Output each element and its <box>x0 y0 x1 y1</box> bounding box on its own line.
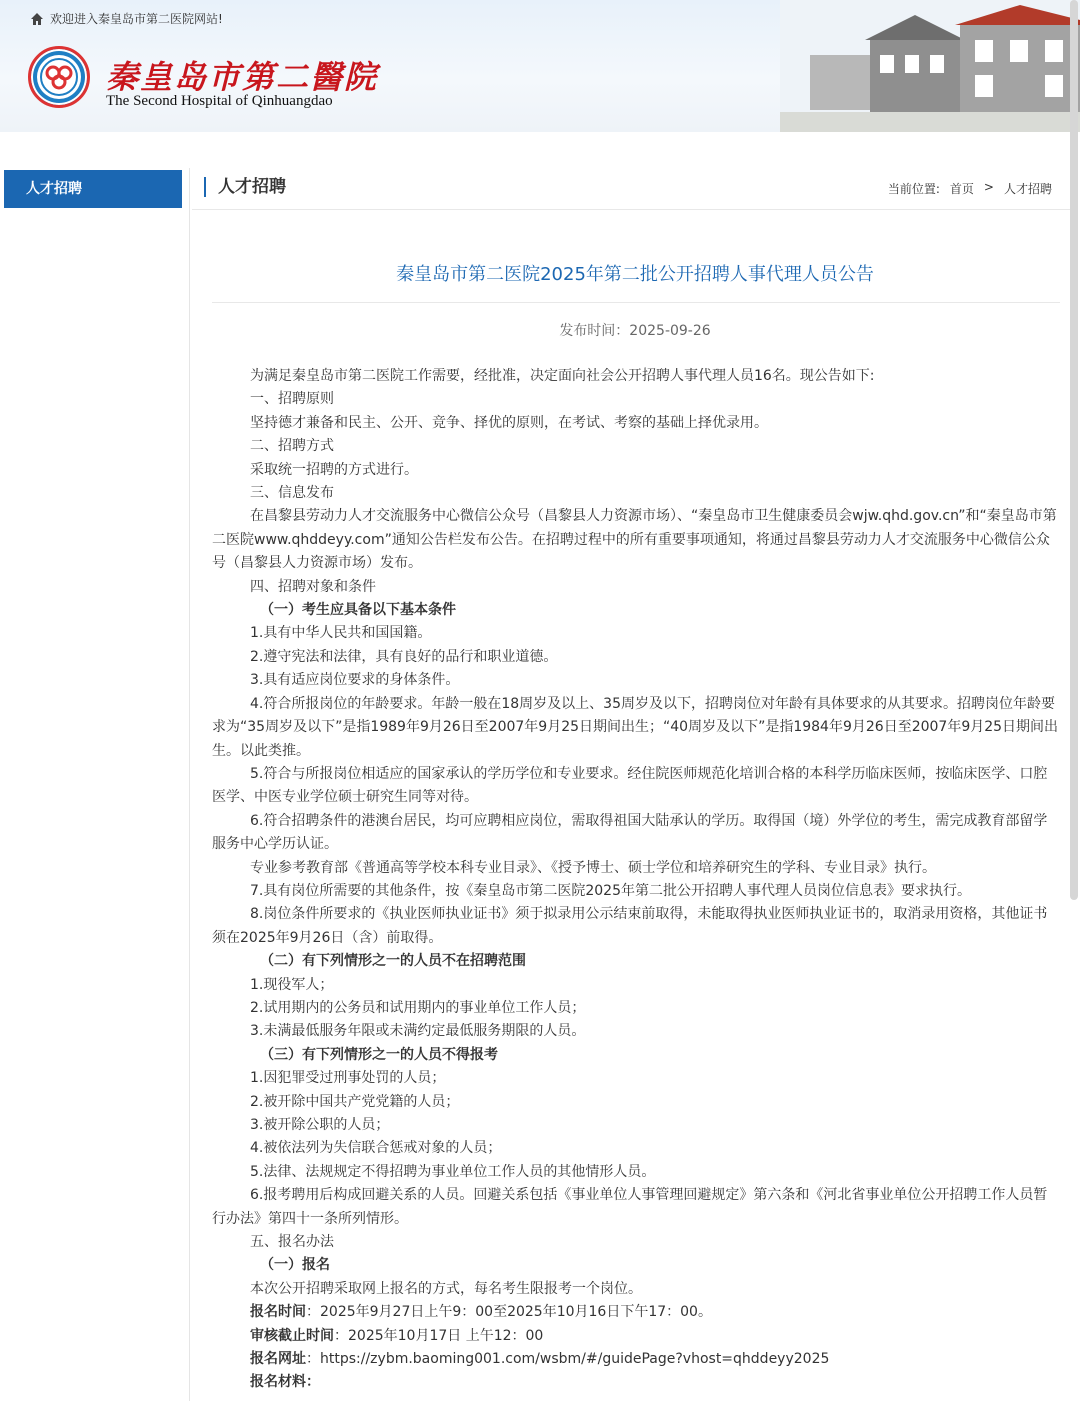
paragraph: 3.被开除公职的人员； <box>250 1117 390 1133</box>
paragraph: 6.符合招聘条件的港澳台居民，均可应聘相应岗位，需取得祖国大陆承认的学历。取得国（境）外学位的考生，需完成教育部留学服务中心学历认证。 <box>212 812 1048 853</box>
sidebar-item-recruitment[interactable]: 人才招聘 <box>4 170 182 208</box>
paragraph: 二、招聘方式 <box>250 438 334 455</box>
registration-materials-label: 报名材料 <box>250 1374 306 1391</box>
breadcrumb-prefix: 当前位置: <box>887 182 940 196</box>
hospital-name-en: The Second Hospital of Qinhuangdao <box>106 93 333 109</box>
paragraph: 三、信息发布 <box>250 485 334 502</box>
hospital-logo-icon[interactable] <box>28 46 90 108</box>
paragraph: 2.被开除中国共产党党籍的人员； <box>250 1093 460 1110</box>
paragraph: 1.因犯罪受过刑事处罚的人员； <box>250 1070 446 1087</box>
breadcrumb-home-link[interactable]: 首页 <box>949 182 974 196</box>
registration-url <box>212 1348 1060 1371</box>
paragraph: 8.岗位条件所要求的《执业医师执业证书》须于拟录用公示结束前取得，未能取得执业医师执业证书的，取消录用资格，其他证书须在2025年9月26日（含）前取得。 <box>212 906 1048 946</box>
registration-url-label: 报名网址 <box>250 1351 306 1368</box>
registration-materials-colon: ： <box>306 1374 320 1391</box>
breadcrumb <box>888 180 1052 197</box>
paragraph: 坚持德才兼备和民主、公开、竞争、择优的原则，在考试、考察的基础上择优录用。 <box>250 414 768 431</box>
publish-time: 发布时间：2025-09-26 <box>559 323 711 339</box>
paragraph: 2.试用期内的公务员和试用期内的事业单位工作人员； <box>250 999 586 1016</box>
paragraph: 5.法律、法规规定不得招聘为事业单位工作人员的其他情形人员。 <box>250 1163 656 1180</box>
subheading: （三）有下列情形之一的人员不得报考 <box>260 1046 498 1063</box>
paragraph: 采取统一招聘的方式进行。 <box>250 461 418 478</box>
breadcrumb-separator: > <box>983 180 994 194</box>
home-icon[interactable] <box>30 12 44 26</box>
welcome-bar <box>30 10 223 27</box>
paragraph: 1.现役军人； <box>250 976 334 993</box>
welcome-text: 欢迎进入秦皇岛市第二医院网站! <box>50 12 223 26</box>
site-header <box>0 0 1080 132</box>
paragraph: 3.未满最低服务年限或未满约定最低服务期限的人员。 <box>250 1023 586 1040</box>
page-scrollbar[interactable] <box>1070 0 1078 900</box>
paragraph: 2.遵守宪法和法律，具有良好的品行和职业道德。 <box>250 648 558 665</box>
paragraph: 6.报考聘用后构成回避关系的人员。回避关系包括《事业单位人事管理回避规定》第六条和《河北省事业单位公开招聘工作人员暂行办法》第四十一条所列情形。 <box>212 1187 1048 1227</box>
paragraph: 为满足秦皇岛市第二医院工作需要，经批准，决定面向社会公开招聘人事代理人员16名。现公告如下: <box>250 368 875 384</box>
paragraph: 一、招聘原则 <box>250 391 334 408</box>
paragraph: 7.具有岗位所需要的其他条件，按《秦皇岛市第二医院2025年第二批公开招聘人事代理人员岗位信息表》要求执行。 <box>250 882 971 899</box>
title-divider <box>212 302 1060 303</box>
paragraph: 4.被依法列为失信联合惩戒对象的人员； <box>250 1140 502 1157</box>
page-title: 人才招聘 <box>204 177 286 197</box>
paragraph: 4.符合所报岗位的年龄要求。年龄一般在18周岁及以上、35周岁及以下，招聘岗位对年龄有具体要求的从其要求。招聘岗位年龄要求为“35周岁及以下”是指1989年9月26日至2007年9月25日期间出生；“40周岁及以下”是指1984年9月26日至2007年9月25日期间出生。以此类推。 <box>212 695 1059 759</box>
hospital-building-image <box>780 0 1080 132</box>
paragraph: 本次公开招聘采取网上报名的方式，每名考生限报考一个岗位。 <box>250 1280 642 1297</box>
section-header <box>192 168 1072 210</box>
paragraph: 1.具有中华人民共和国国籍。 <box>250 625 432 642</box>
review-deadline-label: 审核截止时间 <box>250 1327 334 1344</box>
sidebar <box>0 168 190 1401</box>
review-deadline <box>212 1325 1060 1348</box>
breadcrumb-current-link[interactable]: 人才招聘 <box>1003 182 1052 196</box>
subheading: （二）有下列情形之一的人员不在招聘范围 <box>260 953 526 970</box>
subheading: （一）考生应具备以下基本条件 <box>260 602 456 619</box>
registration-time <box>212 1301 1060 1324</box>
registration-time-value: ：2025年9月27日上午9：00至2025年10月16日下午17：00。 <box>306 1304 712 1321</box>
paragraph: 五、报名办法 <box>250 1234 334 1251</box>
subheading: （一）报名 <box>260 1257 330 1274</box>
registration-time-label: 报名时间 <box>250 1304 306 1321</box>
paragraph: 在昌黎县劳动力人才交流服务中心微信公众号（昌黎县人力资源市场）、“秦皇岛市卫生健康委员会wjw.qhd.gov.cn”和“秦皇岛市第二医院www.qhddeyy.com”通知公告栏发布公告。在招聘过程中的所有重要事项通知，将通过昌黎县劳动力人才交流服务中心微信公众号（昌黎县人力资源市场）发布。 <box>212 508 1057 572</box>
registration-url-link[interactable]: ：https://zybm.baoming001.com/wsbm/#/guidePage?vhost=qhddeyy2025 <box>306 1351 830 1368</box>
paragraph: 四、招聘对象和条件 <box>250 578 376 595</box>
review-deadline-value: ：2025年10月17日 上午12：00 <box>334 1327 544 1344</box>
registration-materials <box>212 1371 1060 1394</box>
paragraph: 5.符合与所报岗位相适应的国家承认的学历学位和专业要求。经住院医师规范化培训合格的本科学历临床医师，按临床医学、口腔医学、中医专业学位硕士研究生同等对待。 <box>212 765 1048 806</box>
paragraph: 专业参考教育部《普通高等学校本科专业目录》、《授予博士、硕士学位和培养研究生的学科、专业目录》执行。 <box>250 859 936 876</box>
hospital-name-cn[interactable]: 秦皇岛市第二醫院 <box>106 58 379 96</box>
article-title: 秦皇岛市第二医院2025年第二批公开招聘人事代理人员公告 <box>396 264 874 285</box>
article-body <box>212 365 1060 1395</box>
paragraph: 3.具有适应岗位要求的身体条件。 <box>250 672 460 689</box>
